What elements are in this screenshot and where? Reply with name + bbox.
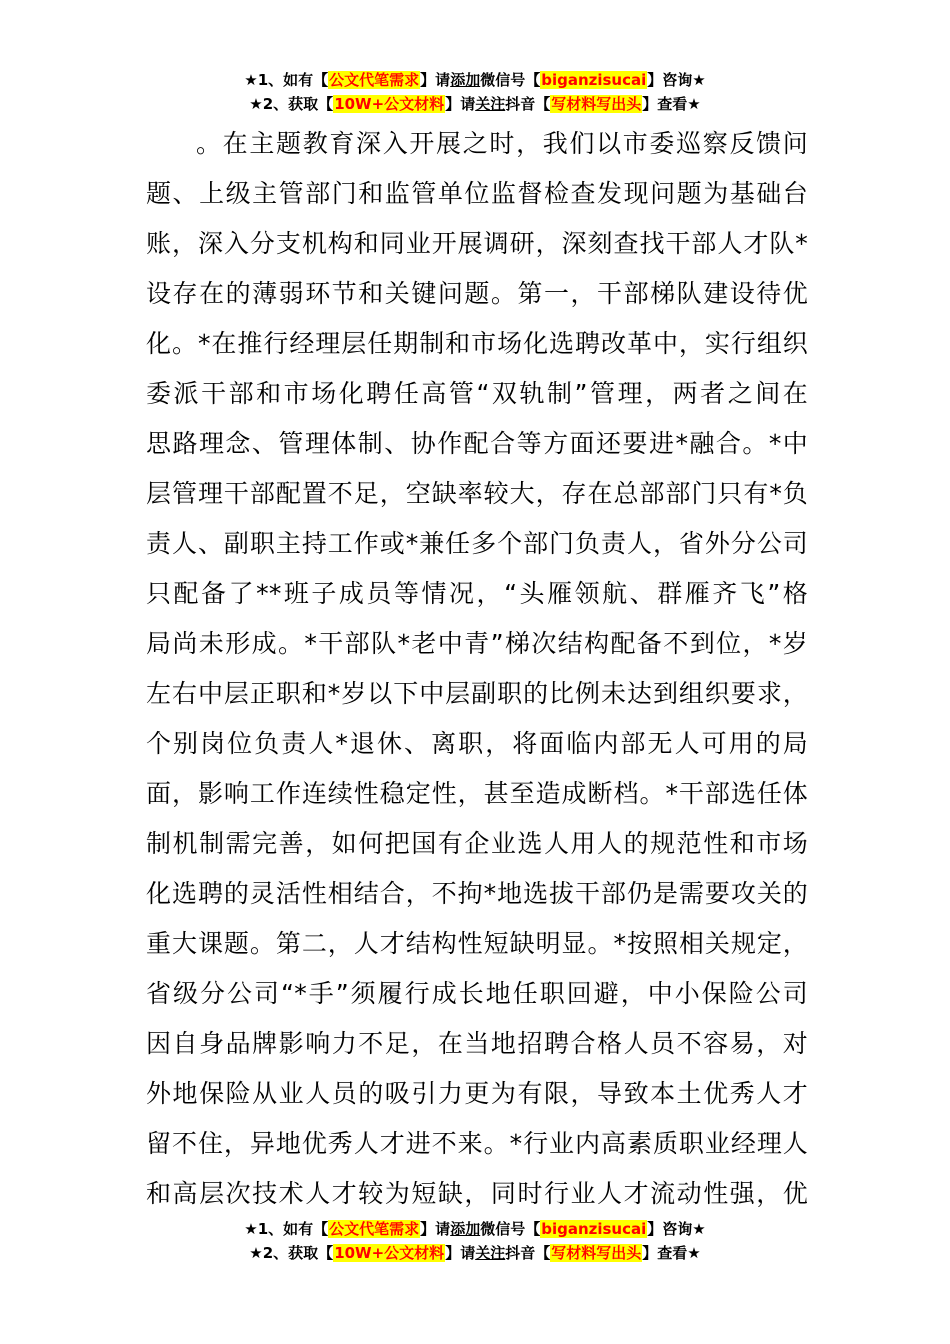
body-line: 思路理念、管理体制、协作配合等方面还要进*融合。*中 — [146, 429, 808, 458]
body-line: 左右中层正职和*岁以下中层副职的比例未达到组织要求， — [146, 679, 808, 708]
body-line: 外地保险从业人员的吸引力更为有限，导致本土优秀人才 — [146, 1079, 808, 1108]
banner-line-1 — [0, 69, 950, 93]
highlight-materials: 10W+公文材料 — [334, 1244, 445, 1262]
highlight-service: 公文代笔需求 — [329, 71, 420, 89]
banner-text: ★1、如有【 — [244, 1220, 329, 1238]
body-line: 和高层次技术人才较为短缺，同时行业人才流动性强，优 — [146, 1179, 808, 1208]
banner-text: ★1、如有【 — [244, 71, 329, 89]
body-line: 面，影响工作连续性稳定性，甚至造成断档。*干部选任体 — [146, 779, 808, 808]
highlight-service: 公文代笔需求 — [329, 1220, 420, 1238]
body-line: 化选聘的灵活性相结合，不拘*地选拔干部仍是需要攻关的 — [146, 879, 808, 908]
banner-underlined: 关注 — [475, 1244, 506, 1262]
banner-line-2 — [0, 93, 950, 117]
body-line: 因自身品牌影响力不足，在当地招聘合格人员不容易，对 — [146, 1029, 808, 1058]
body-line: 。在主题教育深入开展之时，我们以市委巡察反馈问 — [196, 129, 808, 158]
banner-text: ★2、获取【 — [249, 95, 334, 113]
body-line: 重大课题。第二，人才结构性短缺明显。*按照相关规定， — [146, 929, 808, 958]
banner-text: ★2、获取【 — [249, 1244, 334, 1262]
banner-text: 微信号【 — [480, 1220, 541, 1238]
banner-text: 】查看★ — [642, 1244, 701, 1262]
highlight-wechat-id: biganzisucai — [541, 1220, 647, 1238]
banner-underlined: 添加 — [450, 1220, 481, 1238]
banner-underlined: 添加 — [450, 71, 481, 89]
body-line: 设存在的薄弱环节和关键问题。第一，干部梯队建设待优 — [146, 279, 808, 308]
banner-line-2 — [0, 1242, 950, 1266]
highlight-douyin-account: 写材料写出头 — [551, 1244, 642, 1262]
banner-text: 抖音【 — [505, 1244, 551, 1262]
banner-text: 】请 — [445, 95, 476, 113]
header-banner — [0, 69, 950, 117]
body-line: 局尚未形成。*干部队*老中青”梯次结构配备不到位，*岁 — [146, 629, 808, 658]
banner-text: 】请 — [445, 1244, 476, 1262]
highlight-douyin-account: 写材料写出头 — [551, 95, 642, 113]
banner-text: 微信号【 — [480, 71, 541, 89]
document-body — [146, 119, 808, 1219]
body-line: 个别岗位负责人*退休、离职，将面临内部无人可用的局 — [146, 729, 808, 758]
banner-line-1 — [0, 1218, 950, 1242]
body-line: 委派干部和市场化聘任高管“双轨制”管理，两者之间在 — [146, 379, 808, 408]
banner-text: 】咨询★ — [647, 1220, 706, 1238]
banner-text: 】查看★ — [642, 95, 701, 113]
body-line: 制机制需完善，如何把国有企业选人用人的规范性和市场 — [146, 829, 808, 858]
body-line: 账，深入分支机构和同业开展调研，深刻查找干部人才队* — [146, 229, 808, 258]
body-line: 省级分公司“*手”须履行成长地任职回避，中小保险公司 — [146, 979, 808, 1008]
body-line: 只配备了**班子成员等情况，“头雁领航、群雁齐飞”格 — [146, 579, 808, 608]
body-line: 责人、副职主持工作或*兼任多个部门负责人，省外分公司 — [146, 529, 808, 558]
banner-text: 】咨询★ — [647, 71, 706, 89]
highlight-materials: 10W+公文材料 — [334, 95, 445, 113]
banner-underlined: 关注 — [475, 95, 506, 113]
body-line: 层管理干部配置不足，空缺率较大，存在总部部门只有*负 — [146, 479, 808, 508]
banner-text: 】请 — [420, 1220, 451, 1238]
body-line: 题、上级主管部门和监管单位监督检查发现问题为基础台 — [146, 179, 808, 208]
body-line: 化。*在推行经理层任期制和市场化选聘改革中，实行组织 — [146, 329, 808, 358]
banner-text: 】请 — [420, 71, 451, 89]
highlight-wechat-id: biganzisucai — [541, 71, 647, 89]
body-line: 留不住，异地优秀人才进不来。*行业内高素质职业经理人 — [146, 1129, 808, 1158]
footer-banner — [0, 1218, 950, 1266]
banner-text: 抖音【 — [505, 95, 551, 113]
